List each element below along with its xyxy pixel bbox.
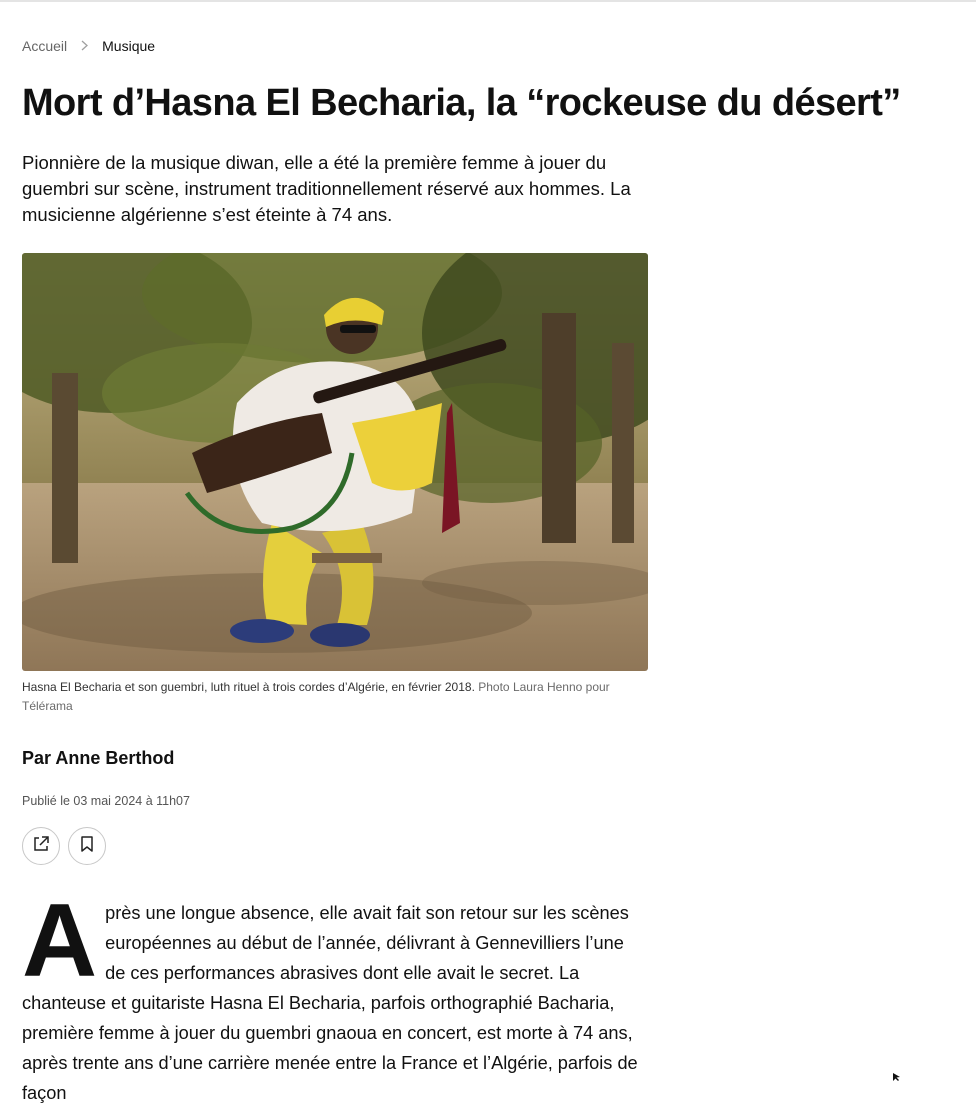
publish-date: Publié le 03 mai 2024 à 11h07 bbox=[22, 794, 190, 808]
article-actions bbox=[22, 827, 106, 865]
article-lede: Pionnière de la musique diwan, elle a été la première femme à jouer du guembri sur scène, instrument traditionnellement réservé aux hommes. La musicienne algérienne s’est éteinte à 74 ans. bbox=[22, 152, 631, 225]
author-byline[interactable]: Par Anne Berthod bbox=[22, 748, 175, 768]
article-body-text: près une longue absence, elle avait fait son retour sur les scènes européennes au début de l’année, délivrant à Gennevilliers l’une de ces performances abrasives dont elle avait le secret. La chanteuse et guitariste Hasna El Becharia, parfois orthographié Bacharia, première femme à jouer du guembri gnaoua en concert, est morte à 74 ans, après trente ans d’une carrière menée entre la France et l’Algérie, parfois de façon bbox=[22, 903, 638, 1103]
photo-caption bbox=[22, 678, 662, 716]
share-icon bbox=[32, 835, 50, 858]
caption-text: Hasna El Becharia et son guembri, luth rituel à trois cordes d’Algérie, en février 2018. bbox=[22, 680, 475, 694]
drop-cap: A bbox=[22, 883, 98, 999]
breadcrumb-home-link[interactable]: Accueil bbox=[22, 38, 68, 54]
breadcrumb-current-link[interactable]: Musique bbox=[102, 38, 156, 54]
bookmark-button[interactable] bbox=[68, 827, 106, 865]
article-photo bbox=[22, 253, 648, 671]
bookmark-icon bbox=[79, 835, 95, 858]
breadcrumb bbox=[22, 38, 155, 54]
chevron-right-icon bbox=[81, 39, 88, 54]
share-button[interactable] bbox=[22, 827, 60, 865]
article-title: Mort d’Hasna El Becharia, la “rockeuse du désert” bbox=[22, 82, 901, 124]
top-border bbox=[0, 0, 976, 2]
photo-credit: Photo Laura Henno pour Télérama bbox=[22, 680, 610, 713]
mouse-pointer-icon bbox=[893, 1069, 902, 1087]
article-body-paragraph bbox=[22, 883, 644, 1108]
